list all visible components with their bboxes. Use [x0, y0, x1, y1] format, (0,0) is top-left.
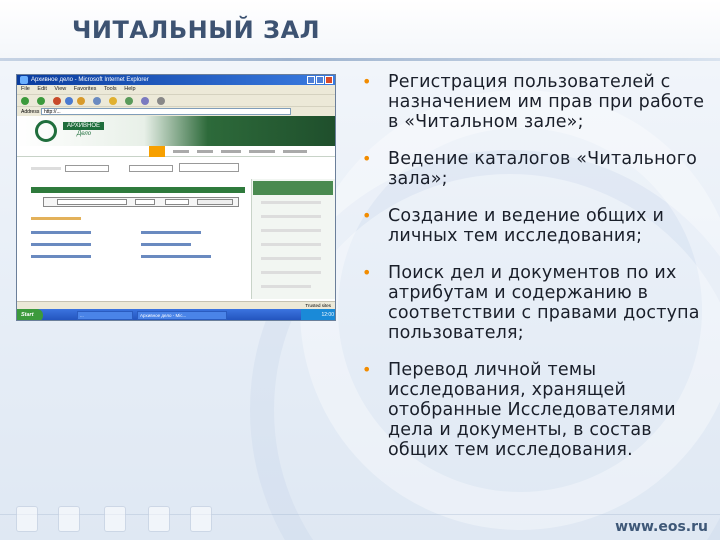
- title-bar: [0, 0, 720, 62]
- side-panel-item: [261, 257, 321, 260]
- search-icon: [93, 97, 101, 105]
- ie-toolbar: [17, 94, 335, 106]
- bullet-marker: •: [362, 263, 372, 282]
- folder-icon: [148, 506, 170, 532]
- menu-item: Help: [124, 86, 136, 92]
- bullet-item: [350, 360, 710, 460]
- bullet-marker: •: [362, 206, 372, 225]
- form-field: [65, 165, 109, 172]
- bullet-text: Перевод личной темы исследования, хранящей отобранные Исследователями дела и документы, в состав общих тем исследования.: [388, 360, 676, 460]
- ie-address-bar: [17, 106, 335, 116]
- menu-item: View: [54, 86, 67, 92]
- green-bar: [31, 187, 245, 193]
- bullet-text: Создание и ведение общих и личных тем исследования;: [388, 206, 665, 246]
- ie-logo-icon: [20, 76, 28, 84]
- section-label: [31, 217, 81, 220]
- result-link: [141, 255, 211, 258]
- side-panel-item: [261, 215, 321, 218]
- mail-icon: [141, 97, 149, 105]
- address-field: http://...: [41, 108, 291, 115]
- select-field: [57, 199, 127, 205]
- site-tab: [197, 150, 213, 153]
- ie-menu-bar: [17, 85, 335, 94]
- close-icon: [325, 76, 333, 84]
- refresh-icon: [65, 97, 73, 105]
- bullet-item: [350, 72, 710, 132]
- task-button: ...: [77, 311, 133, 320]
- ie-status-bar: [17, 301, 336, 309]
- menu-item: Tools: [103, 86, 117, 92]
- bullet-text: Регистрация пользователей с назначением им прав при работе в «Читальном зале»;: [388, 72, 705, 132]
- print-icon: [157, 97, 165, 105]
- site-tab: [221, 150, 241, 153]
- site-logo-icon: [35, 120, 57, 142]
- maximize-icon: [316, 76, 324, 84]
- show-button: [197, 199, 233, 205]
- application-screenshot: [16, 74, 336, 321]
- start-button: Start: [17, 309, 43, 321]
- form-field: [129, 165, 173, 172]
- side-panel-header: [253, 181, 333, 195]
- site-tab: [173, 150, 189, 153]
- stop-icon: [53, 97, 61, 105]
- result-link: [31, 231, 91, 234]
- structure-icon: [58, 506, 80, 532]
- key-icon: [104, 506, 126, 532]
- bullet-item: [350, 149, 710, 189]
- ie-window-titlebar: [17, 75, 335, 85]
- result-link: [31, 255, 91, 258]
- bullet-marker: •: [362, 360, 372, 379]
- menu-item: Edit: [37, 86, 47, 92]
- select-field: [135, 199, 155, 205]
- document-icon: [16, 506, 38, 532]
- page-icon: [190, 506, 212, 532]
- bullet-list: [350, 72, 710, 477]
- history-icon: [125, 97, 133, 105]
- result-link: [141, 231, 201, 234]
- minimize-icon: [307, 76, 315, 84]
- title-underline: [0, 58, 720, 61]
- result-link: [31, 243, 91, 246]
- forward-icon: [37, 97, 45, 105]
- site-tab: [249, 150, 275, 153]
- bullet-text: Поиск дел и документов по их атрибутам и содержанию в соответствии с правами доступа пользователя;: [388, 263, 700, 343]
- side-panel: [251, 179, 335, 299]
- bullet-marker: •: [362, 72, 372, 91]
- site-brand: АРХИВНОЕ: [63, 122, 104, 130]
- side-panel-item: [261, 243, 321, 246]
- side-panel-item: [261, 271, 321, 274]
- site-tabs: [17, 146, 335, 157]
- site-tab-active: [149, 146, 165, 157]
- address-label: Address: [21, 109, 40, 115]
- form-field: [179, 163, 239, 172]
- system-tray-clock: 12:00: [301, 309, 336, 321]
- site-header: [17, 116, 335, 146]
- form-label: [31, 167, 61, 170]
- side-panel-item: [261, 229, 321, 232]
- task-button: Архивное дело - Mic...: [137, 311, 227, 320]
- ie-window-title: Архивное дело - Microsoft Internet Explorer: [31, 77, 149, 83]
- menu-item: Favorites: [73, 86, 97, 92]
- site-brand-sub: Дело: [77, 131, 92, 137]
- slide-title: ЧИТАЛЬНЫЙ ЗАЛ: [72, 16, 321, 44]
- home-icon: [77, 97, 85, 105]
- favorites-icon: [109, 97, 117, 105]
- bullet-item: [350, 263, 710, 343]
- footer-url: www.eos.ru: [615, 519, 708, 535]
- bullet-marker: •: [362, 149, 372, 168]
- status-zone: Trusted sites: [305, 303, 331, 308]
- result-link: [141, 243, 191, 246]
- taskbar: [17, 309, 336, 321]
- side-panel-item: [261, 201, 321, 204]
- select-field: [165, 199, 189, 205]
- site-tab: [283, 150, 307, 153]
- side-panel-item: [261, 285, 311, 288]
- bullet-item: [350, 206, 710, 246]
- menu-item: File: [21, 86, 30, 92]
- back-icon: [21, 97, 29, 105]
- bullet-text: Ведение каталогов «Читального зала»;: [388, 149, 698, 189]
